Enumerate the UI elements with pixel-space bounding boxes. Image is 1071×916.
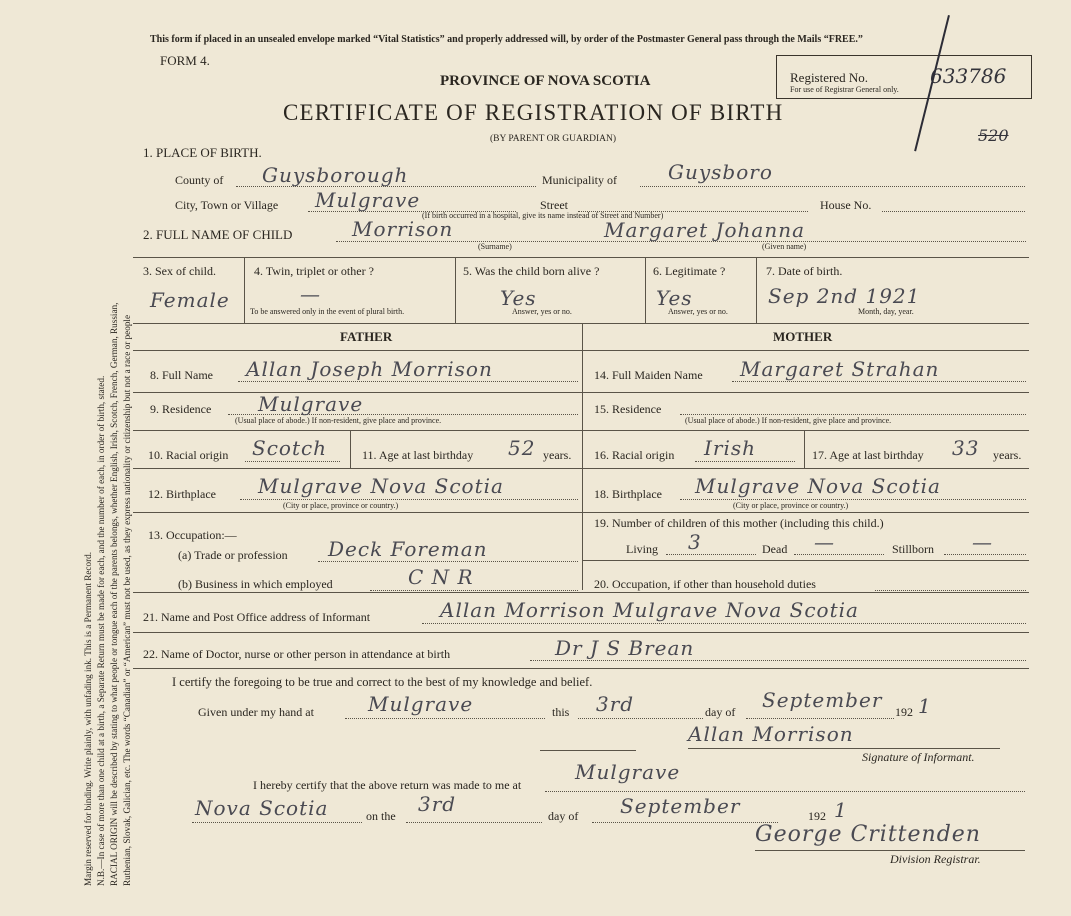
father-birthplace-label: 12. Birthplace — [148, 487, 216, 501]
child-given-name: Margaret Johanna — [604, 218, 806, 242]
father-birthplace-value: Mulgrave Nova Scotia — [258, 474, 504, 498]
registrar-place-value: Mulgrave — [575, 760, 681, 784]
house-label: House No. — [820, 198, 872, 212]
father-birthplace-note: (City or place, province or country.) — [283, 501, 399, 510]
mother-residence-note: (Usual place of abode.) If non-resident, give place and province. — [685, 416, 892, 425]
birth-date-label: 7. Date of birth. — [766, 264, 843, 278]
children-label: 19. Number of children of this mother (including this child.) — [594, 516, 884, 530]
margin-note-1: Margin reserved for binding. Write plainly, with unfading ink. This is a Permanent Record. — [83, 551, 93, 886]
registered-number: 633786 — [930, 64, 1007, 88]
certification-statement: I certify the foregoing to be true and correct to the best of my knowledge and belief. — [172, 675, 593, 689]
registrar-year-prefix: 192 — [808, 809, 826, 823]
alive-label: 5. Was the child born alive ? — [463, 264, 600, 278]
mother-age-unit: years. — [993, 448, 1022, 462]
margin-notes — [82, 46, 134, 886]
trade-label: (a) Trade or profession — [178, 548, 288, 562]
alive-note: Answer, yes or no. — [512, 307, 572, 316]
cert-month-value: September — [762, 688, 883, 712]
father-age-value: 52 — [508, 436, 536, 460]
father-age-unit: years. — [543, 448, 572, 462]
trade-value: Deck Foreman — [328, 537, 488, 561]
mother-name-value: Margaret Strahan — [740, 357, 940, 381]
registrar-month-value: September — [620, 794, 741, 818]
on-the-label: on the — [366, 809, 396, 823]
informant-signature-caption: Signature of Informant. — [862, 750, 975, 764]
father-age-label: 11. Age at last birthday — [362, 448, 474, 462]
mother-birthplace-value: Mulgrave Nova Scotia — [695, 474, 941, 498]
registrar-statement: I hereby certify that the above return was made to me at — [253, 778, 522, 792]
margin-note-3: RACIAL ORIGIN will be described by stating to what people or tongue each of the parents belongs, whether English, Irish, Scotch, French, German, Russian, — [109, 302, 119, 886]
living-value: 3 — [688, 530, 702, 554]
given-caption: (Given name) — [762, 242, 807, 251]
postal-note: This form if placed in an unsealed envelope marked “Vital Statistics” and properly addressed will, by order of the Postmaster General pass through the Mails “FREE.” — [150, 34, 863, 45]
alive-value: Yes — [500, 286, 537, 310]
mother-heading: MOTHER — [773, 329, 833, 344]
twin-label: 4. Twin, triplet or other ? — [254, 264, 374, 278]
county-label: County of — [175, 173, 224, 187]
father-origin-value: Scotch — [252, 436, 328, 460]
margin-note-4: Ruthenian, Slovak, Galician, etc. The words “Canadian” or “American” must not be used, as they express nationality or citizenship but not a race or people — [122, 314, 132, 886]
informant-signature: Allan Morrison — [688, 722, 854, 746]
child-surname: Morrison — [352, 217, 454, 241]
place-heading: 1. PLACE OF BIRTH. — [143, 145, 262, 160]
registrar-place-value-2: Nova Scotia — [195, 796, 329, 820]
mother-birthplace-label: 18. Birthplace — [594, 487, 662, 501]
mother-residence-label: 15. Residence — [594, 402, 662, 416]
registrar-day-of-label: day of — [548, 809, 579, 823]
birth-date-note: Month, day, year. — [858, 307, 914, 316]
sex-label: 3. Sex of child. — [143, 264, 216, 278]
city-value: Mulgrave — [315, 188, 421, 212]
mother-age-value: 33 — [952, 436, 980, 460]
registrar-year-digit: 1 — [834, 798, 848, 822]
registrar-signature: George Crittenden — [755, 822, 981, 847]
this-label: this — [552, 705, 570, 719]
twin-note: To be answered only in the event of plural birth. — [250, 307, 405, 316]
given-under-label: Given under my hand at — [198, 705, 314, 719]
father-origin-label: 10. Racial origin — [148, 448, 229, 462]
cert-year-digit: 1 — [918, 694, 932, 718]
legitimate-label: 6. Legitimate ? — [653, 264, 726, 278]
registrar-note: For use of Registrar General only. — [790, 85, 899, 94]
father-name-label: 8. Full Name — [150, 368, 213, 382]
informant-label: 21. Name and Post Office address of Informant — [143, 610, 371, 624]
registered-label: Registered No. — [790, 70, 868, 85]
stillborn-label: Stillborn — [892, 542, 935, 556]
business-value: C N R — [408, 565, 474, 589]
form-number: FORM 4. — [160, 53, 210, 68]
mother-age-label: 17. Age at last birthday — [812, 448, 924, 462]
legitimate-value: Yes — [656, 286, 693, 310]
informant-value: Allan Morrison Mulgrave Nova Scotia — [440, 598, 859, 622]
father-residence-label: 9. Residence — [150, 402, 212, 416]
street-note: (If birth occurred in a hospital, give its name instead of Street and Number) — [422, 211, 664, 220]
father-residence-note: (Usual place of abode.) If non-resident, give place and province. — [235, 416, 442, 425]
occupation-label: 13. Occupation:— — [148, 528, 237, 542]
province-heading: PROVINCE OF NOVA SCOTIA — [440, 73, 651, 89]
day-of-label: day of — [705, 705, 736, 719]
birth-date-value: Sep 2nd 1921 — [768, 284, 921, 308]
mother-occupation-label: 20. Occupation, if other than household duties — [594, 577, 816, 591]
cert-year-prefix: 192 — [895, 705, 913, 719]
street-label: Street — [540, 198, 568, 212]
father-residence-value: Mulgrave — [258, 392, 364, 416]
dead-label: Dead — [762, 542, 788, 556]
corner-mark: 520 — [978, 126, 1009, 145]
father-name-value: Allan Joseph Morrison — [246, 357, 493, 381]
twin-value: — — [300, 282, 321, 306]
certificate-subtitle: (BY PARENT OR GUARDIAN) — [490, 134, 617, 144]
city-label: City, Town or Village — [175, 198, 279, 212]
legitimate-note: Answer, yes or no. — [668, 307, 728, 316]
mother-name-label: 14. Full Maiden Name — [594, 368, 703, 382]
mother-birthplace-note: (City or place, province or country.) — [733, 501, 849, 510]
certificate-title: CERTIFICATE OF REGISTRATION OF BIRTH — [283, 100, 784, 125]
surname-caption: (Surname) — [478, 242, 512, 251]
father-heading: FATHER — [340, 329, 393, 344]
stillborn-value: — — [972, 530, 993, 554]
mother-origin-value: Irish — [704, 436, 757, 460]
municipality-value: Guysboro — [668, 160, 773, 184]
county-value: Guysborough — [262, 163, 409, 187]
business-label: (b) Business in which employed — [178, 577, 333, 591]
this-day-value: 3rd — [596, 692, 635, 716]
doctor-label: 22. Name of Doctor, nurse or other person in attendance at birth — [143, 647, 451, 661]
registrar-day-value: 3rd — [418, 792, 457, 816]
registrar-caption: Division Registrar. — [890, 852, 981, 866]
margin-note-2: N.B.—In case of more than one child at a birth, a Separate Return must be made for each, and the number of each, in order of birth, stated. — [96, 375, 106, 886]
doctor-value: Dr J S Brean — [555, 636, 695, 660]
sex-value: Female — [150, 288, 230, 312]
mother-origin-label: 16. Racial origin — [594, 448, 675, 462]
living-label: Living — [626, 542, 658, 556]
dead-value: — — [814, 530, 835, 554]
municipality-label: Municipality of — [542, 173, 617, 187]
given-place-value: Mulgrave — [368, 692, 474, 716]
child-name-label: 2. FULL NAME OF CHILD — [143, 227, 293, 242]
